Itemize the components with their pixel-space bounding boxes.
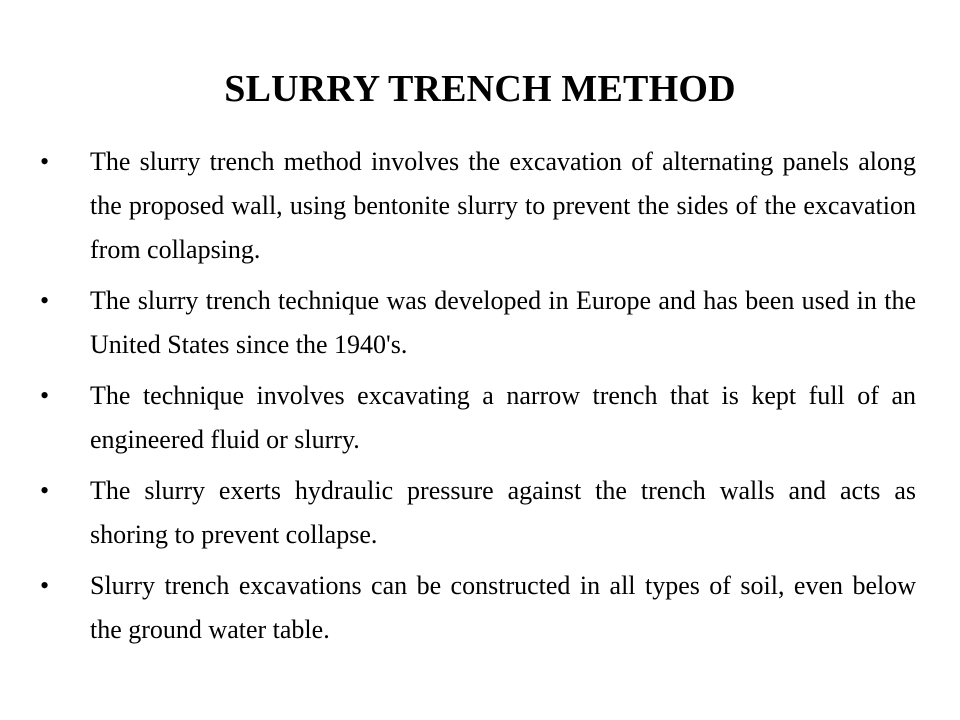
bullet-item [40, 374, 916, 462]
bullet-item [40, 469, 916, 557]
bullet-item [40, 140, 916, 272]
bullet-dot: • [40, 571, 50, 600]
bullet-item [40, 564, 916, 652]
bullet-dot: • [40, 381, 50, 410]
bullet-dot: • [40, 286, 50, 315]
bullet-text: Slurry trench excavations can be constructed in all types of soil, even below the ground water table. [90, 571, 916, 644]
bullet-list [0, 140, 960, 659]
bullet-item [40, 279, 916, 367]
bullet-text: The slurry exerts hydraulic pressure against the trench walls and acts as shoring to prevent collapse. [90, 476, 916, 549]
bullet-text: The slurry trench technique was developed in Europe and has been used in the United States since the 1940's. [90, 286, 916, 359]
bullet-dot: • [40, 147, 50, 176]
bullet-text: The slurry trench method involves the excavation of alternating panels along the proposed wall, using bentonite slurry to prevent the sides of the excavation from collapsing. [90, 147, 916, 264]
bullet-text: The technique involves excavating a narrow trench that is kept full of an engineered fluid or slurry. [90, 381, 916, 454]
bullet-dot: • [40, 476, 50, 505]
slide-title: SLURRY TRENCH METHOD [224, 68, 736, 110]
